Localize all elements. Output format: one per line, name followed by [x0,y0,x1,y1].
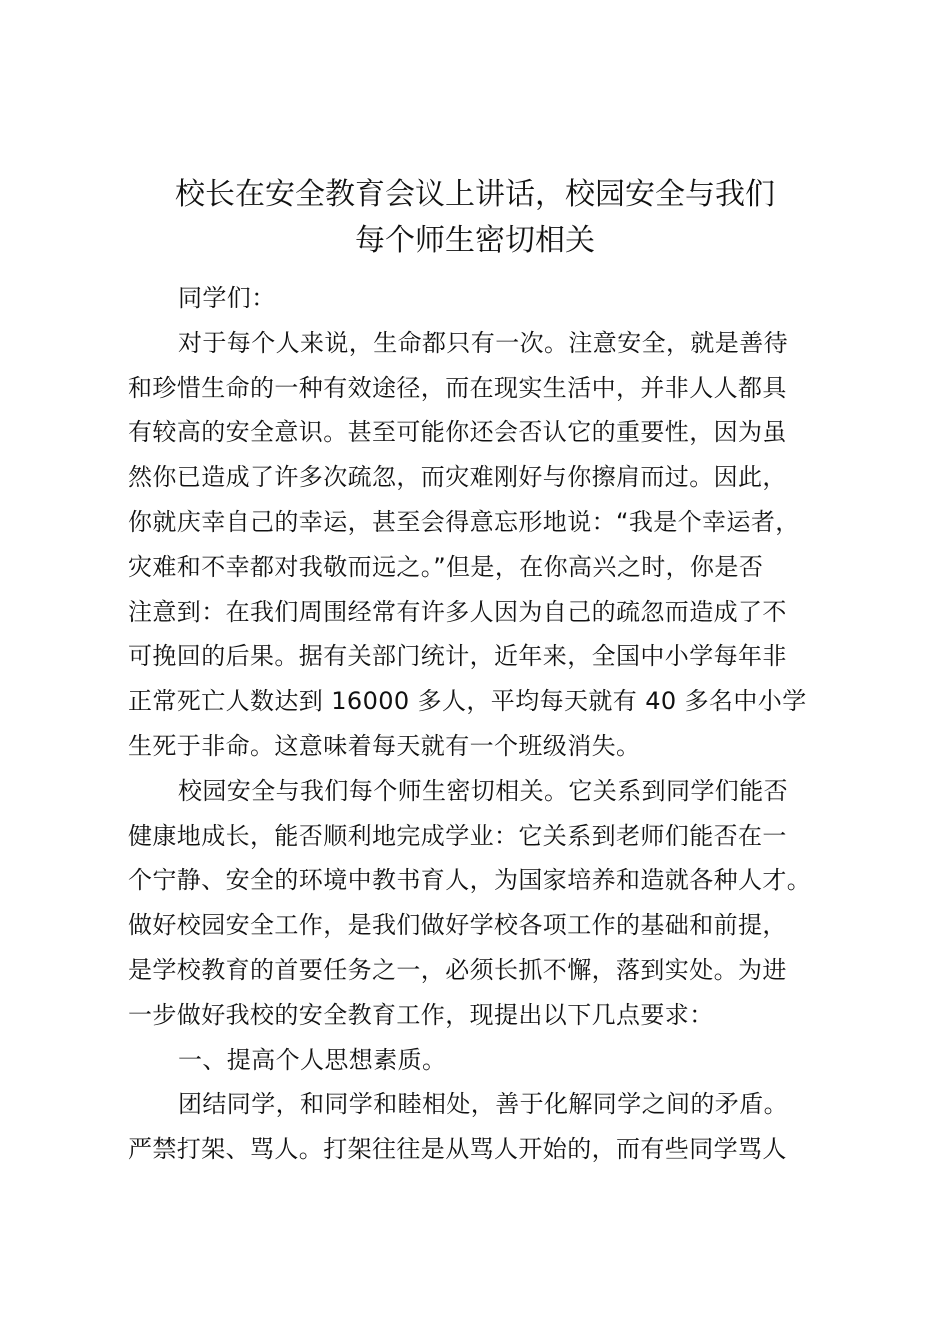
section-heading-1 [128,1038,832,1083]
text-line: 校园安全与我们每个师生密切相关。它关系到同学们能否 [178,776,788,805]
text-line: 你就庆幸自己的幸运，甚至会得意忘形地说：“我是个幸运者， [128,507,800,536]
text-line: 个宁静、安全的环境中教书育人，为国家培养和造就各种人才。 [128,866,812,895]
text-line: 然你已造成了许多次疏忽，而灾难刚好与你擦肩而过。因此， [128,463,787,492]
text-line: 正常死亡人数达到 16000 多人，平均每天就有 40 多名中小学 [128,687,807,716]
text-line: 做好校园安全工作，是我们做好学校各项工作的基础和前提， [128,911,787,940]
body-paragraph-1 [128,321,832,769]
text-line: 严禁打架、骂人。打架往往是从骂人开始的，而有些同学骂人 [128,1135,787,1164]
document-title [110,172,840,264]
document-body [128,276,832,1172]
text-line: 一步做好我校的安全教育工作，现提出以下几点要求： [128,1000,714,1029]
text-line: 有较高的安全意识。甚至可能你还会否认它的重要性，因为虽 [128,418,787,447]
text-line: 对于每个人来说，生命都只有一次。注意安全，就是善待 [178,328,788,357]
title-line-1: 校长在安全教育会议上讲话，校园安全与我们 [175,177,775,212]
text-line: 生死于非命。这意味着每天就有一个班级消失。 [128,731,641,760]
text-line: 健康地成长，能否顺利地完成学业：它关系到老师们能否在一 [128,821,787,850]
body-paragraph-3 [128,1082,832,1172]
text-line: 注意到：在我们周围经常有许多人因为自己的疏忽而造成了不 [128,597,787,626]
text-line: 灾难和不幸都对我敬而远之。”但是，在你高兴之时，你是否 [128,552,764,581]
text-line: 可挽回的后果。据有关部门统计，近年来，全国中小学每年非 [128,642,787,671]
body-paragraph-2 [128,769,832,1038]
text-line: 是学校教育的首要任务之一，必须长抓不懈，落到实处。为进 [128,955,787,984]
text-line: 团结同学，和同学和睦相处，善于化解同学之间的矛盾。 [178,1090,788,1119]
title-line-2: 每个师生密切相关 [355,223,595,258]
salutation-paragraph [128,276,832,321]
text-line: 和珍惜生命的一种有效途径，而在现实生活中，并非人人都具 [128,373,787,402]
text-line: 一、提高个人思想素质。 [178,1045,447,1074]
text-line: 同学们： [178,284,276,312]
